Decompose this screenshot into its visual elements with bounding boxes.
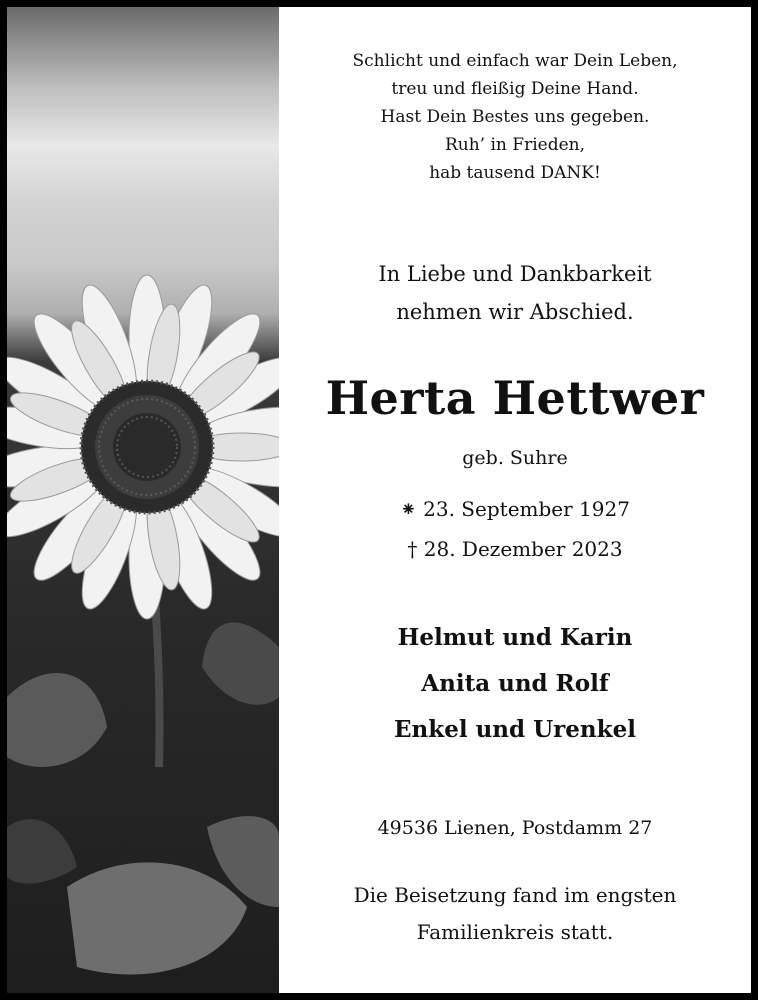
intro-line: In Liebe und Dankbarkeit	[378, 262, 652, 286]
notice-line: Familienkreis statt.	[416, 920, 614, 944]
verse	[279, 47, 751, 187]
farewell-intro	[279, 255, 751, 331]
deceased-name: Herta Hettwer	[325, 371, 705, 425]
funeral-notice	[279, 877, 751, 951]
sunflower-image	[7, 7, 279, 993]
notice-line: Die Beisetzung fand im engsten	[353, 883, 677, 907]
verse-line: treu und fleißig Deine Hand.	[391, 79, 639, 99]
mourner-line: Helmut und Karin	[397, 624, 633, 651]
intro-line: nehmen wir Abschied.	[396, 300, 634, 324]
verse-line: Ruh’ in Frieden,	[444, 135, 585, 155]
birth-date: ⁕ 23. September 1927	[400, 497, 630, 521]
address: 49536 Lienen, Postdamm 27	[377, 817, 653, 839]
maiden-name: geb. Suhre	[462, 447, 568, 469]
mourner-line: Enkel und Urenkel	[394, 716, 636, 743]
obituary-text	[279, 7, 751, 993]
verse-line: Schlicht und einfach war Dein Leben,	[352, 51, 678, 71]
death-date: † 28. Dezember 2023	[407, 537, 623, 561]
verse-line: hab tausend DANK!	[429, 163, 601, 183]
mourners	[279, 615, 751, 753]
obituary-card	[7, 7, 751, 993]
verse-line: Hast Dein Bestes uns gegeben.	[380, 107, 650, 127]
mourner-line: Anita und Rolf	[421, 670, 609, 697]
